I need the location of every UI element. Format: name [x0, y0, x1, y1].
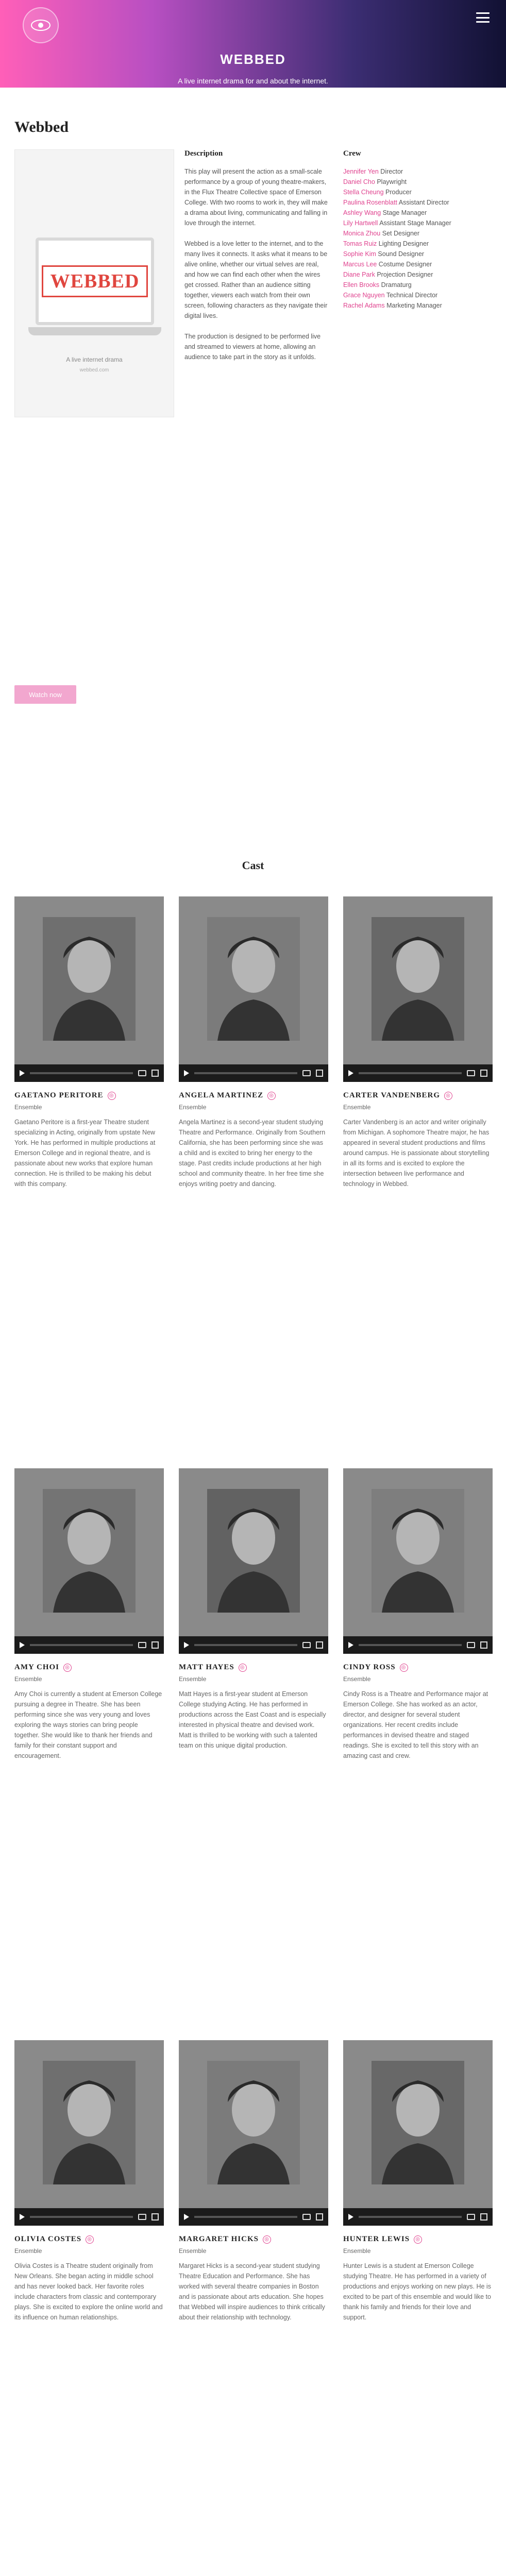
headshot-image [43, 917, 136, 1041]
fullscreen-icon[interactable] [316, 1070, 323, 1077]
cast-name [343, 1663, 408, 1672]
cast-name [14, 1663, 72, 1672]
volume-icon[interactable] [467, 1642, 475, 1648]
cast-card [343, 2040, 493, 2576]
progress-bar[interactable] [194, 1072, 297, 1074]
cast-role: Ensemble [179, 1675, 207, 1683]
video-controls [343, 1064, 493, 1082]
cast-name-text: AMY CHOI [14, 1663, 60, 1671]
volume-icon[interactable] [138, 1642, 146, 1648]
crew-role: Technical Director [386, 292, 438, 299]
site-header [0, 0, 506, 88]
crew-name[interactable]: Diane Park [343, 271, 375, 278]
cast-bio: Carter Vandenberg is an actor and writer originally from Michigan. A sophomore Theatre major, he has appeared in several student productions and films around campus. He is passionate about storytelling in all its forms and is excited to explore the intersection between live performance and technology in Webbed. [343, 1118, 490, 1188]
crew-column [343, 149, 493, 311]
poster-small-text: webbed.com [79, 367, 109, 373]
fullscreen-icon[interactable] [480, 1641, 487, 1649]
description-paragraph: Webbed is a love letter to the internet, and to the many lives it connects. It asks what it means to be alive online, whether our virtual selves are real, and how we can find each other when the wires get crossed. Rather than an audience sitting together, viewers each watch from their own screen, following characters as they navigate their digital lives. [184, 240, 328, 319]
video-controls [179, 2208, 328, 2226]
cast-card [179, 896, 328, 1468]
crew-row [343, 177, 493, 187]
cast-card [14, 896, 164, 1468]
cast-grid [0, 896, 506, 2576]
progress-bar[interactable] [30, 1644, 133, 1646]
cast-name-text: CINDY ROSS [343, 1663, 396, 1671]
crew-name[interactable]: Ashley Wang [343, 209, 381, 216]
instagram-icon[interactable]: ◎ [239, 1664, 247, 1672]
cast-name-text: HUNTER LEWIS [343, 2235, 410, 2243]
headshot-image [207, 917, 300, 1041]
instagram-icon[interactable]: ◎ [267, 1092, 276, 1100]
play-icon[interactable] [20, 1642, 25, 1648]
video-controls [179, 1064, 328, 1082]
description-paragraph: The production is designed to be performed live and streamed to viewers at home, allowing an audience to take part in the story as it unfolds. [184, 333, 321, 361]
crew-row [343, 290, 493, 300]
cast-role: Ensemble [179, 2247, 207, 2255]
show-title: Webbed [14, 118, 69, 135]
progress-bar[interactable] [359, 1072, 462, 1074]
cast-name-text: ANGELA MARTINEZ [179, 1091, 264, 1099]
crew-row [343, 208, 493, 218]
cast-name-text: CARTER VANDENBERG [343, 1091, 441, 1099]
crew-row [343, 280, 493, 290]
headshot-image [43, 2061, 136, 2184]
cast-name [179, 1091, 276, 1100]
instagram-icon[interactable]: ◎ [444, 1092, 452, 1100]
crew-row [343, 218, 493, 228]
crew-role: Assistant Director [398, 199, 449, 206]
cast-bio: Matt Hayes is a first-year student at Emerson College studying Acting. He has performed in productions across the East Coast and is especially interested in physical theatre and devised work. Matt is thrilled to be working with such a talented team on this unique digital production. [179, 1690, 326, 1749]
instagram-icon[interactable]: ◎ [86, 2235, 94, 2244]
video-controls [14, 1636, 164, 1654]
progress-bar[interactable] [359, 1644, 462, 1646]
headshot-image [372, 917, 464, 1041]
crew-heading: Crew [343, 149, 361, 158]
play-icon[interactable] [348, 1642, 353, 1648]
cast-card [14, 1468, 164, 2040]
video-controls [343, 2208, 493, 2226]
cast-card [179, 2040, 328, 2576]
crew-row [343, 239, 493, 249]
crew-name[interactable]: Marcus Lee [343, 261, 377, 268]
play-icon[interactable] [184, 2214, 189, 2220]
video-controls [179, 1636, 328, 1654]
crew-name[interactable]: Rachel Adams [343, 302, 385, 309]
fullscreen-icon[interactable] [316, 2213, 323, 2221]
cast-name [179, 2235, 271, 2244]
crew-role: Director [380, 168, 403, 175]
cast-bio: Amy Choi is currently a student at Emerson College pursuing a degree in Theatre. She has been performing since she was very young and loves exploring the ways stories can bring people together. She would like to thank her friends and family for their constant support and encouragement. [14, 1690, 162, 1759]
headshot-image [372, 2061, 464, 2184]
instagram-icon[interactable]: ◎ [108, 1092, 116, 1100]
fullscreen-icon[interactable] [151, 1070, 159, 1077]
fullscreen-icon[interactable] [151, 2213, 159, 2221]
volume-icon[interactable] [302, 1070, 311, 1076]
crew-role: Sound Designer [378, 250, 425, 258]
poster-tagline: A live internet drama [66, 356, 123, 363]
cast-name-text: MATT HAYES [179, 1663, 234, 1671]
headshot-image [372, 1489, 464, 1613]
crew-row [343, 249, 493, 259]
show-section [0, 88, 506, 835]
video-controls [14, 2208, 164, 2226]
video-controls [14, 1064, 164, 1082]
site-logo[interactable] [23, 7, 59, 43]
play-icon[interactable] [20, 2214, 25, 2220]
hamburger-menu-icon[interactable] [476, 12, 490, 23]
instagram-icon[interactable]: ◎ [63, 1664, 72, 1672]
site-subtitle: A live internet drama for and about the internet. [178, 77, 328, 85]
crew-role: Lighting Designer [378, 240, 429, 247]
crew-role: Assistant Stage Manager [379, 219, 451, 227]
cast-video[interactable] [14, 2040, 164, 2226]
crew-role: Playwright [377, 178, 407, 185]
instagram-icon[interactable]: ◎ [263, 2235, 271, 2244]
volume-icon[interactable] [467, 2214, 475, 2220]
cast-role: Ensemble [179, 1104, 207, 1111]
cast-name-text: OLIVIA COSTES [14, 2235, 82, 2243]
crew-role: Costume Designer [378, 261, 432, 268]
cast-video[interactable] [179, 896, 328, 1082]
laptop-illustration [36, 238, 154, 325]
crew-name[interactable]: Daniel Cho [343, 178, 375, 185]
site-title: WEBBED [220, 52, 286, 67]
cast-card [343, 896, 493, 1468]
cast-card [343, 1468, 493, 2040]
crew-role: Projection Designer [377, 271, 433, 278]
fullscreen-icon[interactable] [480, 1070, 487, 1077]
show-poster [14, 149, 174, 417]
crew-name[interactable]: Tomas Ruiz [343, 240, 377, 247]
crew-role: Dramaturg [381, 281, 412, 289]
progress-bar[interactable] [30, 2216, 133, 2218]
description-column [184, 149, 330, 372]
cast-card [14, 2040, 164, 2576]
crew-name[interactable]: Grace Nguyen [343, 292, 385, 299]
watch-button[interactable]: Watch now [14, 685, 76, 704]
cast-name [343, 1091, 452, 1100]
volume-icon[interactable] [138, 2214, 146, 2220]
crew-role: Producer [385, 189, 412, 196]
cast-video[interactable] [14, 896, 164, 1082]
crew-row [343, 228, 493, 239]
play-icon[interactable] [184, 1070, 189, 1076]
cast-role: Ensemble [14, 1104, 42, 1111]
cast-role: Ensemble [14, 2247, 42, 2255]
progress-bar[interactable] [194, 2216, 297, 2218]
crew-name[interactable]: Monica Zhou [343, 230, 381, 237]
cast-video[interactable] [179, 1468, 328, 1654]
headshot-image [43, 1489, 136, 1613]
play-icon[interactable] [184, 1642, 189, 1648]
crew-name[interactable]: Jennifer Yen [343, 168, 379, 175]
fullscreen-icon[interactable] [316, 1641, 323, 1649]
progress-bar[interactable] [30, 1072, 133, 1074]
video-controls [343, 1636, 493, 1654]
cast-name-text: MARGARET HICKS [179, 2235, 259, 2243]
cast-role: Ensemble [343, 1104, 371, 1111]
play-icon[interactable] [348, 2214, 353, 2220]
cast-video[interactable] [343, 1468, 493, 1654]
cast-card [179, 1468, 328, 2040]
cast-bio: Hunter Lewis is a student at Emerson College studying Theatre. He has performed in a variety of productions and enjoys working on new plays. He is excited to be part of this ensemble and would like to thank his family and friends for their love and support. [343, 2262, 491, 2321]
crew-name[interactable]: Stella Cheung [343, 189, 384, 196]
headshot-image [207, 2061, 300, 2184]
crew-role: Set Designer [382, 230, 420, 237]
crew-row [343, 300, 493, 311]
crew-name[interactable]: Lily Hartwell [343, 219, 378, 227]
volume-icon[interactable] [138, 1070, 146, 1076]
cast-name [179, 1663, 247, 1672]
crew-row [343, 259, 493, 269]
crew-row [343, 197, 493, 208]
description-heading: Description [184, 149, 223, 158]
cast-heading: Cast [242, 859, 264, 872]
poster-title: WEBBED [42, 265, 148, 297]
cast-role: Ensemble [343, 1675, 371, 1683]
crew-role: Stage Manager [382, 209, 427, 216]
play-icon[interactable] [348, 1070, 353, 1076]
volume-icon[interactable] [302, 2214, 311, 2220]
crew-name[interactable]: Paulina Rosenblatt [343, 199, 397, 206]
cast-video[interactable] [343, 896, 493, 1082]
cast-bio: Cindy Ross is a Theatre and Performance major at Emerson College. She has worked as an actor, director, and designer for several student organizations. Her recent credits include performances in devised theatre and staged readings. She is excited to tell this story with an amazing cast and crew. [343, 1690, 488, 1759]
crew-row [343, 269, 493, 280]
fullscreen-icon[interactable] [480, 2213, 487, 2221]
cast-name [14, 2235, 94, 2244]
cast-name-text: GAETANO PERITORE [14, 1091, 104, 1099]
headshot-image [207, 1489, 300, 1613]
crew-row [343, 166, 493, 177]
play-icon[interactable] [20, 1070, 25, 1076]
cast-video[interactable] [343, 2040, 493, 2226]
progress-bar[interactable] [194, 1644, 297, 1646]
instagram-icon[interactable]: ◎ [414, 2235, 422, 2244]
cast-video[interactable] [14, 1468, 164, 1654]
crew-role: Marketing Manager [386, 302, 442, 309]
crew-name[interactable]: Sophie Kim [343, 250, 376, 258]
cast-bio: Olivia Costes is a Theatre student originally from New Orleans. She began acting in middle school and has never looked back. Her favorite roles include characters from classic and contemporary plays. She is excited to explore the online world and its influence on human relationships. [14, 2262, 163, 2321]
description-paragraph: This play will present the action as a small-scale performance by a group of young theatre-makers, in the Flux Theatre Collective space of Emerson College. With two rooms to work in, they will make a drama about living, communicating and falling in love through the internet. [184, 168, 328, 227]
volume-icon[interactable] [302, 1642, 311, 1648]
hero [0, 52, 506, 85]
cast-role: Ensemble [14, 1675, 42, 1683]
crew-list [343, 166, 493, 311]
cast-video[interactable] [179, 2040, 328, 2226]
crew-name[interactable]: Ellen Brooks [343, 281, 380, 289]
instagram-icon[interactable]: ◎ [400, 1664, 408, 1672]
cast-name [343, 2235, 422, 2244]
fullscreen-icon[interactable] [151, 1641, 159, 1649]
cast-name [14, 1091, 116, 1100]
progress-bar[interactable] [359, 2216, 462, 2218]
volume-icon[interactable] [467, 1070, 475, 1076]
eye-logo-icon [29, 14, 52, 37]
cast-bio: Angela Martinez is a second-year student studying Theatre and Performance. Originally from Southern California, she has been performing since she was a child and is excited to bring her energy to the stage. Past credits include productions at her high school and community theatre. In her free time she enjoys writing poetry and dancing. [179, 1118, 326, 1188]
cast-role: Ensemble [343, 2247, 371, 2255]
crew-row [343, 187, 493, 197]
cast-bio: Gaetano Peritore is a first-year Theatre student specializing in Acting, originally from upstate New York. He has performed in multiple productions at Emerson College and in regional theatre, and is passionate about new works that explore human connection. He is thrilled to be making his debut with this company. [14, 1118, 156, 1188]
cast-bio: Margaret Hicks is a second-year student studying Theatre Education and Performance. She has worked with several theatre companies in Boston and is passionate about arts education. She hopes that Webbed will inspire audiences to think critically about their relationship with technology. [179, 2262, 325, 2321]
